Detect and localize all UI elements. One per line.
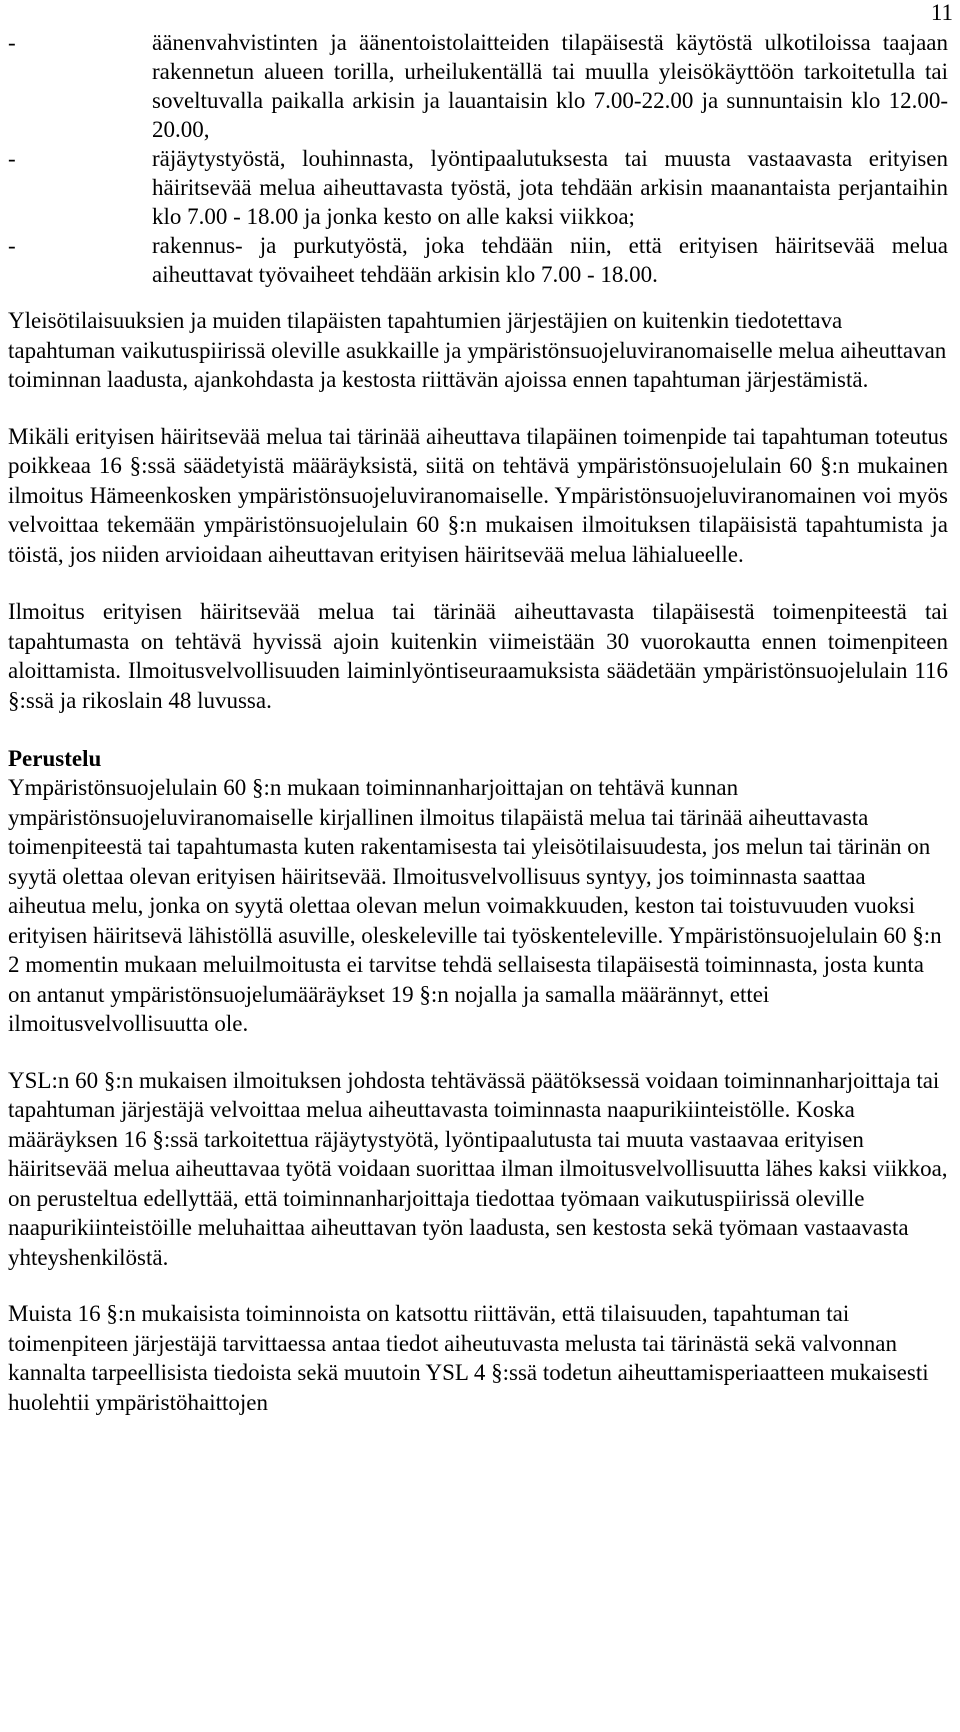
list-item [8, 28, 948, 144]
list-item [8, 231, 948, 289]
bullet-list [8, 28, 948, 289]
paragraph-ysl: YSL:n 60 §:n mukaisen ilmoituksen johdosta tehtävässä päätöksessä voidaan toiminnanharjoittaja tai tapahtuman järjestäjä velvoittaa melua aiheuttavasta toiminnasta naapurikiinteistölle. Koska määräyksen 16 §:ssä tarkoitettua räjäytystyötä, lyöntipaalutusta tai muuta vastaavaa erityisen häiritsevää melua aiheuttavaa työtä voidaan suorittaa ilman ilmoitusvelvollisuutta lähes kaksi viikkoa, on perusteltua edellyttää, että toiminnanharjoittaja tiedottaa työmaan vaikutuspiirissä oleville naapurikiinteistöille meluhaittaa aiheuttavan työn laadusta, sen kestosta sekä työmaan vastaavasta yhteyshenkilöstä. [8, 1067, 948, 1270]
paragraph-yleisotilaisuudet: Yleisötilaisuuksien ja muiden tilapäisten tapahtumien järjestäjien on kuitenkin tiedotettava tapahtuman vaikutuspiirissä oleville asukkaille ja ympäristönsuojeluviranomaiselle melua aiheuttavan toiminnan laadusta, ajankohdasta ja kestosta riittävän ajoissa ennen tapahtuman järjestämistä. [8, 308, 947, 392]
bullet-dash: - [8, 30, 16, 55]
page-number: 11 [930, 0, 953, 25]
paragraph-perustelu: Ympäristönsuojelulain 60 §:n mukaan toiminnanharjoittajan on tehtävä kunnan ympäristönsuojeluviranomaiselle kirjallinen ilmoitus tilapäistä melua tai tärinää aiheuttavasta toimenpiteestä tai tapahtumasta kuten rakentamisesta tai yleisötilaisuudesta, jos melun tai tärinän on syytä olettaa olevan erityisen häiritsevää. Ilmoitusvelvollisuus syntyy, jos toiminnasta saattaa aiheutua melu, jonka on syytä olettaa olevan melun voimakkuuden, keston tai toistuvuuden vuoksi erityisen häiritsevä lähistöllä asuville, oleskeleville tai työskenteleville. Ympäristönsuojelulain 60 §:n 2 momentin mukaan meluilmoitusta ei tarvitse tehdä sellaisesta tilapäisestä toiminnasta, josta kunta on antanut ympäristönsuojelumääräykset 19 §:n nojalla ja samalla määrännyt, ettei ilmoitusvelvollisuutta ole. [8, 775, 942, 1036]
document-body [8, 28, 948, 1417]
paragraph-mikali: Mikäli erityisen häiritsevää melua tai tärinää aiheuttava tilapäinen toimenpide tai tapahtuman toteutus poikkeaa 16 §:ssä säädetyistä määräyksistä, siitä on tehtävä ympäristönsuojelulain 60 §:n mukainen ilmoitus Hämeenkosken ympäristönsuojeluviranomaiselle. Ympäristönsuojeluviranomainen voi myös velvoittaa tekemään ympäristönsuojelulain 60 §:n mukaisen ilmoituksen tilapäisistä tapahtumista ja töistä, jos niiden arvioidaan aiheuttavan erityisen häiritsevää melua lähialueelle. [8, 423, 948, 567]
paragraph-muista: Muista 16 §:n mukaisista toiminnoista on katsottu riittävän, että tilaisuuden, tapahtuman tai toimenpiteen järjestäjä tarvittaessa antaa tiedot aiheutuvasta melusta tai tärinästä sekä valvonnan kannalta tarpeellisista tiedoista sekä muutoin YSL 4 §:ssä todetun aiheuttamisperiaatteen mukaisesti huolehtii ympäristöhaittojen [8, 1301, 929, 1415]
list-item-text: räjäytystyöstä, louhinnasta, lyöntipaalutuksesta tai muusta vastaavasta erityisen häiritsevää melua aiheuttavasta työstä, jota tehdään arkisin maanantaista perjantaihin klo 7.00 - 18.00 ja jonka kesto on alle kaksi viikkoa; [152, 146, 948, 229]
list-item-text: rakennus- ja purkutyöstä, joka tehdään niin, että erityisen häiritsevää melua aiheuttavat työvaiheet tehdään arkisin klo 7.00 - 18.00. [152, 233, 948, 287]
list-item-text: äänenvahvistinten ja äänentoistolaitteiden tilapäisestä käytöstä ulkotiloissa taajaan rakennetun alueen torilla, urheilukentällä tai muulla yleisökäyttöön tarkoitetulla tai soveltuvalla paikalla arkisin ja lauantaisin klo 7.00-22.00 ja sunnuntaisin klo 12.00-20.00, [152, 30, 948, 142]
bullet-dash: - [8, 146, 16, 171]
list-item [8, 144, 948, 231]
bullet-dash: - [8, 233, 16, 258]
paragraph-ilmoitus: Ilmoitus erityisen häiritsevää melua tai tärinää aiheuttavasta tilapäisestä toimenpiteestä tai tapahtumasta on tehtävä hyvissä ajoin kuitenkin viimeistään 30 vuorokautta ennen toimenpiteen aloittamista. Ilmoitusvelvollisuuden laiminlyöntiseuraamuksista säädetään ympäristönsuojelulain 116 §:ssä ja rikoslain 48 luvussa. [8, 599, 948, 713]
section-heading-perustelu: Perustelu [8, 746, 102, 771]
